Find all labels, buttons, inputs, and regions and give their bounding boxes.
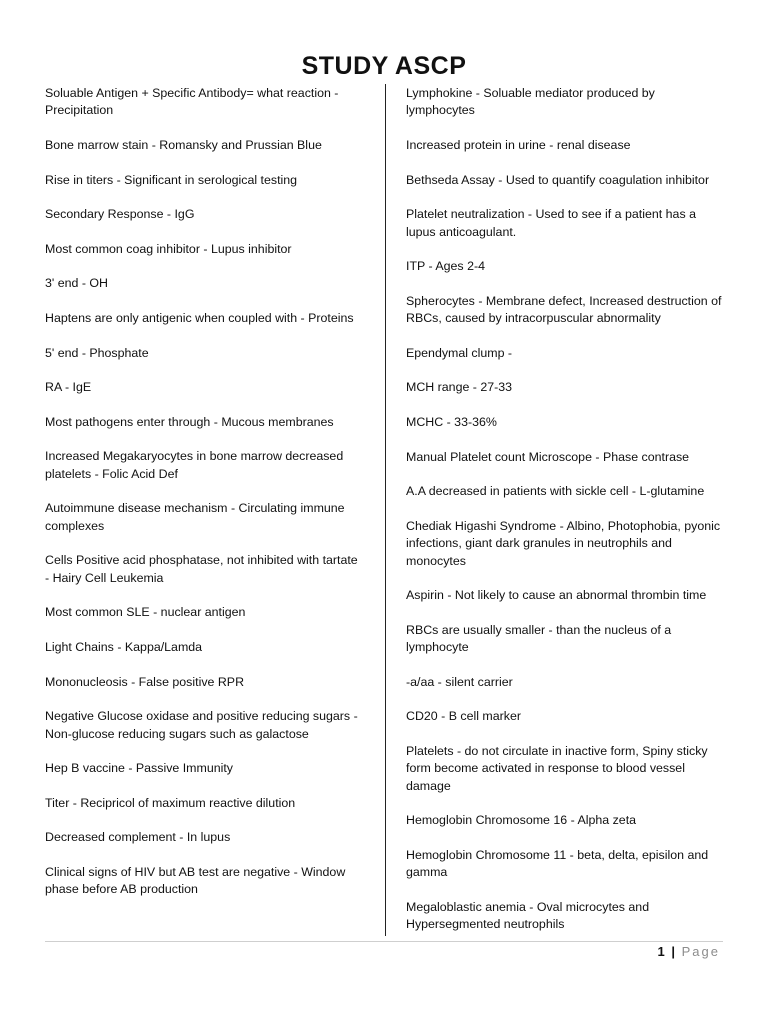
page-label: Page — [681, 944, 720, 959]
list-item: Hemoglobin Chromosome 11 - beta, delta, episilon and gamma — [406, 847, 709, 880]
list-item: -a/aa - silent carrier — [406, 674, 513, 689]
list-item: Spherocytes - Membrane defect, Increased destruction of RBCs, caused by intracorpuscular abnormality — [406, 293, 722, 326]
left-column — [45, 85, 365, 916]
list-item: ITP - Ages 2-4 — [406, 259, 485, 274]
page-number: 1 — [657, 944, 665, 959]
list-item: MCHC - 33-36% — [406, 414, 497, 429]
list-item: Hep B vaccine - Passive Immunity — [45, 761, 233, 776]
list-item: Platelet neutralization - Used to see if a patient has a lupus anticoagulant. — [406, 207, 696, 239]
list-item: 3' end - OH — [45, 276, 108, 291]
list-item: Light Chains - Kappa/Lamda — [45, 639, 203, 654]
list-item: Most common coag inhibitor - Lupus inhibitor — [45, 241, 292, 256]
list-item: Manual Platelet count Microscope - Phase contrase — [406, 449, 690, 464]
column-divider — [385, 84, 386, 936]
page-footer — [658, 944, 721, 959]
list-item: Bone marrow stain - Romansky and Prussian Blue — [45, 138, 322, 152]
list-item: Hemoglobin Chromosome 16 - Alpha zeta — [406, 813, 637, 828]
list-item: Haptens are only antigenic when coupled with - Proteins — [45, 310, 354, 325]
list-item: Clinical signs of HIV but AB test are negative - Window phase before AB production — [45, 864, 346, 897]
list-item: Most pathogens enter through - Mucous membranes — [45, 414, 334, 429]
list-item: Bethseda Assay - Used to quantify coagulation inhibitor — [406, 172, 710, 187]
list-item: Most common SLE - nuclear antigen — [45, 605, 246, 620]
footer-rule — [45, 941, 723, 942]
list-item: Secondary Response - IgG — [45, 207, 195, 222]
right-column — [406, 85, 726, 951]
list-item: Chediak Higashi Syndrome - Albino, Photophobia, pyonic infections, giant dark granules in neutrophils and monocytes — [406, 518, 721, 568]
list-item: Megaloblastic anemia - Oval microcytes and Hypersegmented neutrophils — [406, 899, 650, 932]
list-item: Autoimmune disease mechanism - Circulating immune complexes — [45, 501, 345, 533]
list-item: Platelets - do not circulate in inactive form, Spiny sticky form become activated in response to blood vessel damage — [406, 743, 708, 793]
list-item: Lymphokine - Soluable mediator produced by lymphocytes — [406, 86, 655, 118]
list-item: Decreased complement - In lupus — [45, 830, 231, 845]
list-item: Increased protein in urine - renal disease — [406, 138, 631, 152]
list-item: Soluable Antigen + Specific Antibody= what reaction - Precipitation — [45, 86, 339, 118]
list-item: Increased Megakaryocytes in bone marrow decreased platelets - Folic Acid Def — [45, 449, 344, 481]
list-item: 5' end - Phosphate — [45, 345, 149, 360]
list-item: Mononucleosis - False positive RPR — [45, 674, 245, 689]
list-item: Rise in titers - Significant in serological testing — [45, 172, 298, 187]
page-separator: | — [671, 944, 675, 959]
list-item: Negative Glucose oxidase and positive reducing sugars - Non-glucose reducing sugars such as galactose — [45, 709, 358, 741]
list-item: RBCs are usually smaller - than the nucleus of a lymphocyte — [406, 622, 672, 655]
list-item: Ependymal clump - — [406, 345, 513, 360]
list-item: CD20 - B cell marker — [406, 709, 521, 724]
list-item: Cells Positive acid phosphatase, not inhibited with tartate - Hairy Cell Leukemia — [45, 553, 358, 585]
list-item: Titer - Recipricol of maximum reactive dilution — [45, 795, 296, 810]
list-item: RA - IgE — [45, 380, 92, 395]
list-item: MCH range - 27-33 — [406, 380, 513, 395]
list-item: Aspirin - Not likely to cause an abnormal thrombin time — [406, 588, 707, 603]
page-title: STUDY ASCP — [301, 52, 467, 80]
list-item: A.A decreased in patients with sickle cell - L-glutamine — [406, 484, 705, 499]
